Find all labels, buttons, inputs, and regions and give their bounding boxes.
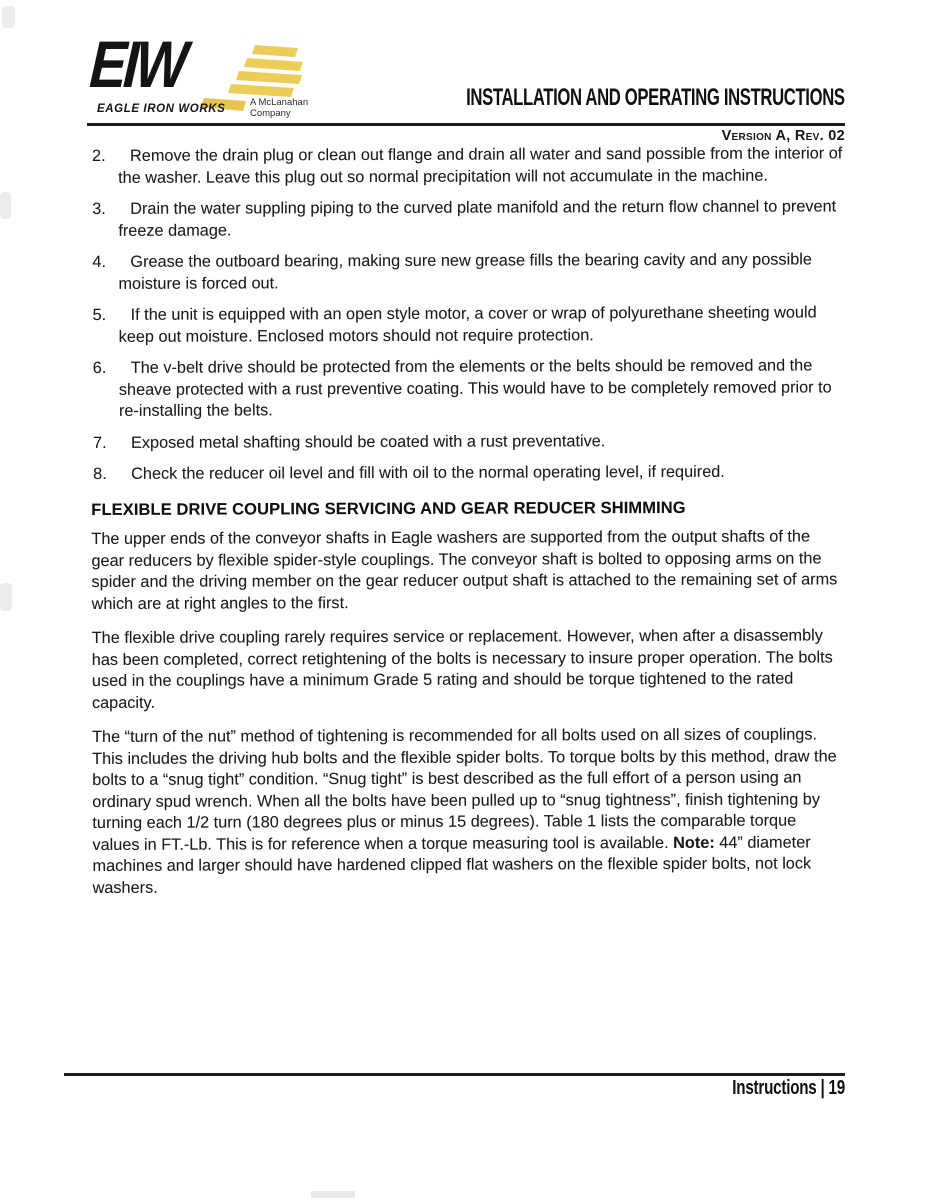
list-item-number: 3. (92, 199, 106, 218)
list-item-text: Check the reducer oil level and fill with oil to the normal operating level, if required. (131, 462, 725, 483)
section-heading: FLEXIBLE DRIVE COUPLING SERVICING AND GEAR REDUCER SHIMMING (91, 498, 686, 519)
list-item (90, 196, 845, 242)
paragraph-3-note-text: 44” diameter machines and larger should have hardened clipped flat washers on the flexible spider bolts, not lock washers. (92, 832, 812, 897)
tagline-line1: A McLanahan (250, 97, 309, 108)
paragraph-3-text: The “turn of the nut” method of tightening is recommended for all bolts used on all sizes of couplings. This includes the driving hub bolts and the flexible spider bolts. To torque bolts by this method, draw the bolts to a “snug tight” condition. “Snug tight” is best described as the full effort of a person using an ordinary spud wrench. When all the bolts have been pulled up to “snug tightness”, finish tightening by turning each 1/2 turn (180 degrees plus or minus 15 degrees). Table 1 lists the comparable torque values in FT.-Lb. This is for reference when a torque measuring tool is available. (92, 725, 837, 854)
list-item-text: Drain the water suppling piping to the curved plate manifold and the return flow channel to prevent freeze damage. (118, 197, 837, 240)
list-item-number: 5. (92, 305, 107, 324)
document-body (90, 143, 848, 912)
version-label: Version A, Rev. 02 (721, 128, 845, 144)
list-item (90, 143, 845, 189)
scan-smudge (2, 6, 15, 28)
tagline-line2: Company (250, 108, 291, 119)
eiw-logo-acronym: EIW (87, 27, 187, 101)
list-item-number: 7. (93, 433, 107, 452)
list-item-text: Exposed metal shafting should be coated with a rust preventative. (131, 431, 606, 452)
page-number-label: Instructions | 19 (732, 1077, 845, 1099)
scan-smudge (311, 1191, 355, 1198)
list-item-text: If the unit is equipped with an open style motor, a cover or wrap of polyurethane sheeting would keep out moisture. Enclosed motors should not require protection. (118, 303, 817, 346)
note-label: Note: (673, 833, 715, 852)
list-item-text: The v-belt drive should be protected from the elements or the belts should be removed and the sheave protected with a rust preventive coating. This would have to be completely removed prior to re-installing the belts. (118, 356, 832, 420)
list-item (91, 355, 846, 422)
eiw-logo-tagline (250, 97, 308, 119)
page-footer (64, 1073, 845, 1100)
paragraph-3 (92, 724, 848, 899)
list-item (91, 461, 846, 485)
list-item-number: 8. (93, 464, 107, 483)
list-item (91, 302, 846, 348)
footer-divider (64, 1073, 845, 1076)
document-title: INSTALLATION AND OPERATING INSTRUCTIONS (466, 84, 845, 111)
list-item-text: Grease the outboard bearing, making sure new grease fills the bearing cavity and any possible moisture is forced out. (118, 250, 812, 293)
list-item (90, 249, 845, 295)
list-item-number: 6. (92, 358, 107, 377)
page-header (87, 27, 845, 144)
eiw-logo (87, 27, 325, 122)
list-item (91, 430, 846, 454)
paragraph-1: The upper ends of the conveyor shafts in Eagle washers are supported from the output shafts of the gear reducers by flexible spider-style couplings. The conveyor shaft is bolted to opposing arms on the spider and the driving member on the gear reducer output shaft is attached to the remaining set of arms which are at right angles to the first. (91, 527, 838, 613)
list-item-number: 2. (92, 146, 106, 165)
header-divider (87, 123, 845, 126)
scan-smudge (0, 192, 11, 219)
scan-smudge (0, 583, 12, 611)
eiw-logo-name: EAGLE IRON WORKS (97, 103, 226, 115)
list-item-number: 4. (92, 252, 107, 271)
paragraph-2: The flexible drive coupling rarely requires service or replacement. However, when after a disassembly has been completed, correct retightening of the bolts is necessary to insure proper operation. The bolts used in the couplings have a minimum Grade 5 rating and should be torque tightened to the rated capacity. (91, 626, 833, 712)
list-item-text: Remove the drain plug or clean out flange and drain all water and sand possible from the interior of the washer. Leave this plug out so normal precipitation will not accumulate in the machine. (118, 144, 843, 187)
